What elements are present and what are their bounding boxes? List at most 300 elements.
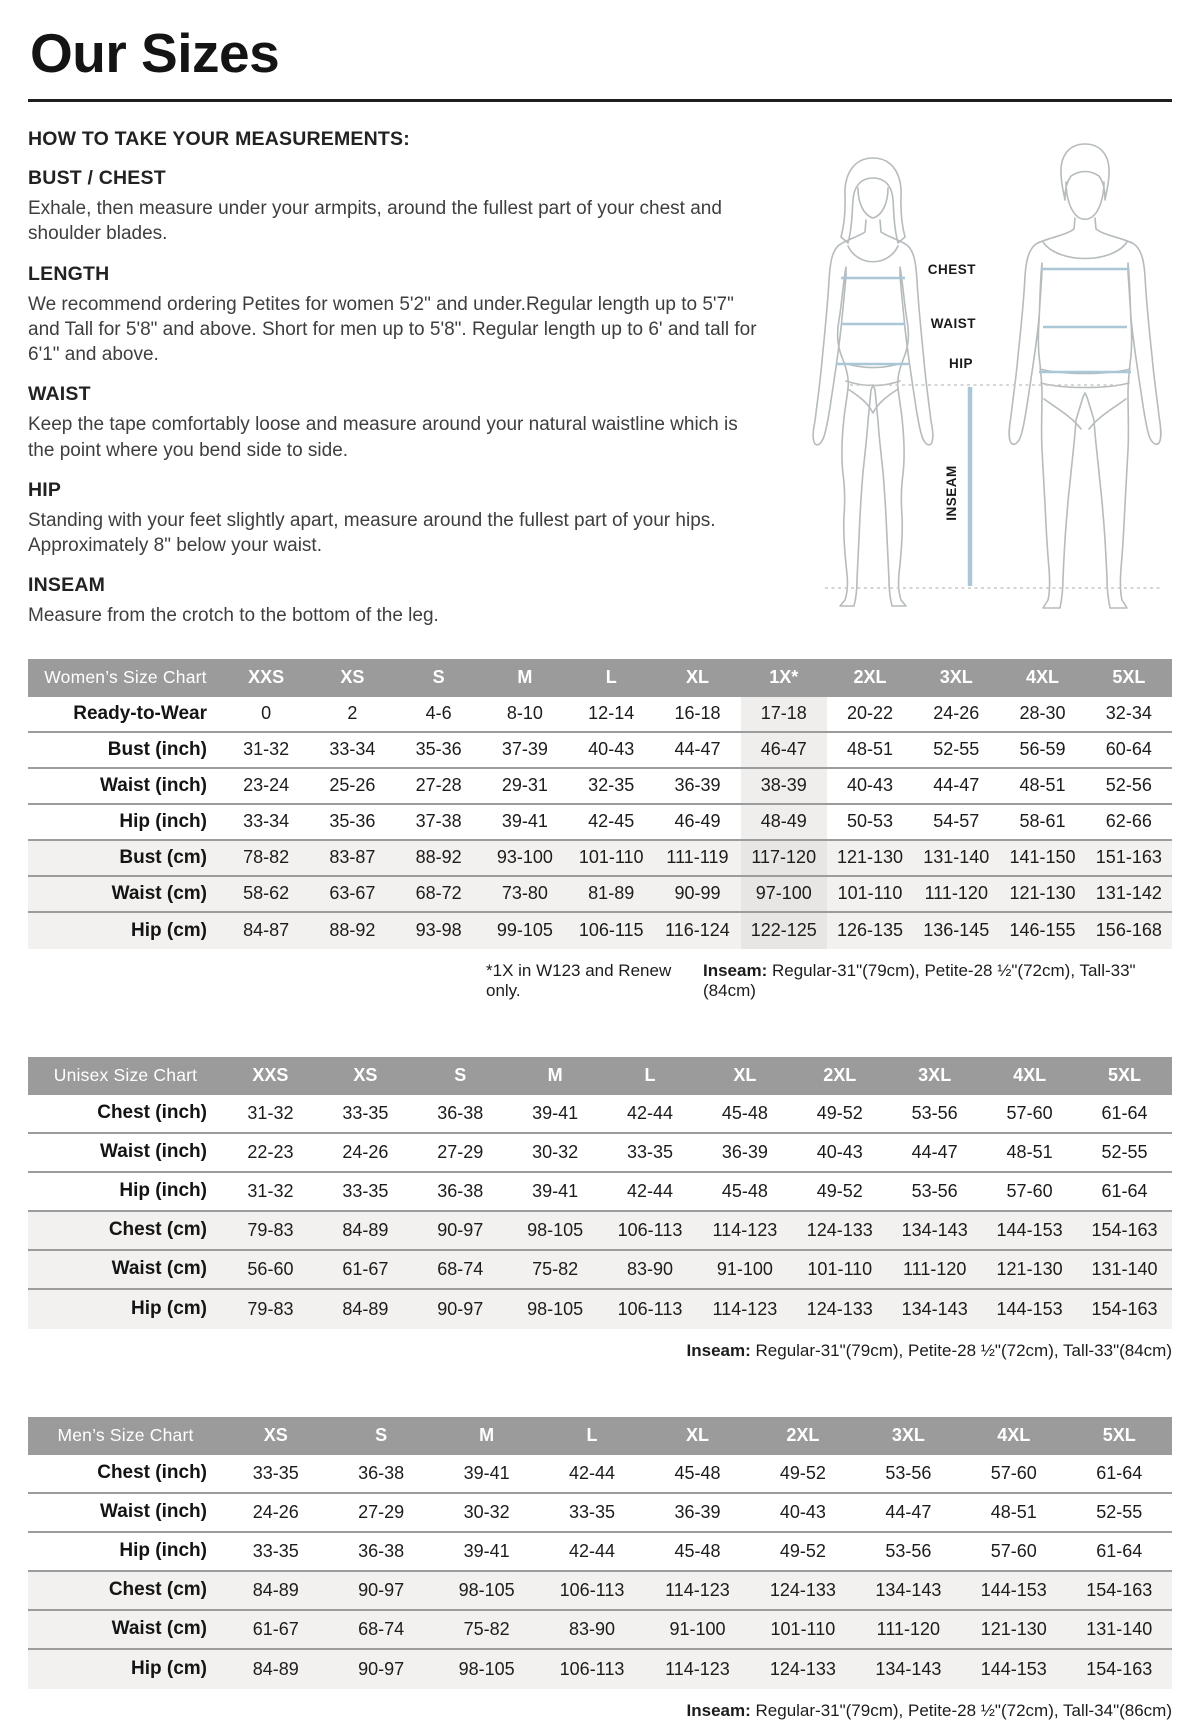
table-title: Women’s Size Chart bbox=[28, 659, 223, 697]
size-cell: 45-48 bbox=[697, 1095, 792, 1134]
column-header-xs: XS bbox=[223, 1417, 328, 1455]
size-cell: 45-48 bbox=[645, 1533, 750, 1572]
table-row bbox=[28, 1095, 1172, 1134]
size-cell: 81-89 bbox=[568, 877, 654, 913]
section-body: Keep the tape comfortably loose and measure around your natural waistline which is the point where you bend side to side. bbox=[28, 414, 738, 461]
footnote-inseam-unisex: Inseam: Regular-31"(79cm), Petite-28 ½"(72cm), Tall-33"(84cm) bbox=[686, 1340, 1172, 1360]
mens-size-chart-table bbox=[28, 1417, 1172, 1689]
size-cell: 121-130 bbox=[982, 1251, 1077, 1290]
size-cell: 40-43 bbox=[827, 769, 913, 805]
size-cell: 49-52 bbox=[750, 1455, 855, 1494]
table-title: Men’s Size Chart bbox=[28, 1417, 223, 1455]
size-cell: 134-143 bbox=[856, 1650, 961, 1689]
size-cell: 16-18 bbox=[654, 697, 740, 733]
size-cell: 61-67 bbox=[223, 1611, 328, 1650]
size-cell: 32-34 bbox=[1086, 697, 1172, 733]
size-cell: 62-66 bbox=[1086, 805, 1172, 841]
size-cell: 39-41 bbox=[434, 1455, 539, 1494]
column-header-3xl: 3XL bbox=[913, 659, 999, 697]
man-hair bbox=[1061, 144, 1109, 200]
size-cell: 68-72 bbox=[396, 877, 482, 913]
header-row bbox=[28, 659, 1172, 697]
size-cell: 114-123 bbox=[645, 1572, 750, 1611]
size-cell: 33-34 bbox=[223, 805, 309, 841]
column-header-xl: XL bbox=[654, 659, 740, 697]
column-header-xl: XL bbox=[697, 1057, 792, 1095]
row-label: Bust (inch) bbox=[28, 733, 223, 769]
size-cell: 42-44 bbox=[539, 1455, 644, 1494]
section-body: We recommend ordering Petites for women 5'2" and under.Regular length up to 5'7" and Tall for 5'8" and above. Short for men up to 5'8". Regular length up to 6' and tall for 6'1" and above. bbox=[28, 293, 757, 366]
column-header-l: L bbox=[603, 1057, 698, 1095]
size-cell: 79-83 bbox=[223, 1290, 318, 1329]
size-cell: 98-105 bbox=[508, 1290, 603, 1329]
size-cell: 90-97 bbox=[413, 1290, 508, 1329]
size-cell: 45-48 bbox=[697, 1173, 792, 1212]
row-label: Waist (inch) bbox=[28, 1134, 223, 1173]
size-cell: 124-133 bbox=[750, 1650, 855, 1689]
column-header-2xl: 2XL bbox=[792, 1057, 887, 1095]
column-header-4xl: 4XL bbox=[999, 659, 1085, 697]
size-cell: 114-123 bbox=[645, 1650, 750, 1689]
size-cell: 27-29 bbox=[328, 1494, 433, 1533]
page-title: Our Sizes bbox=[30, 22, 280, 84]
size-cell: 50-53 bbox=[827, 805, 913, 841]
size-cell: 90-97 bbox=[413, 1212, 508, 1251]
section-waist bbox=[28, 383, 768, 463]
size-cell: 83-87 bbox=[309, 841, 395, 877]
section-body: Standing with your feet slightly apart, measure around the fullest part of your hips. Approximately 8" below your waist. bbox=[28, 509, 716, 557]
woman-top-neckline bbox=[848, 246, 898, 262]
column-header-5xl: 5XL bbox=[1086, 659, 1172, 697]
size-cell: 29-31 bbox=[482, 769, 568, 805]
row-label: Waist (inch) bbox=[28, 1494, 223, 1533]
column-header-s: S bbox=[328, 1417, 433, 1455]
size-cell: 33-35 bbox=[223, 1455, 328, 1494]
size-cell: 144-153 bbox=[961, 1650, 1066, 1689]
row-label: Chest (cm) bbox=[28, 1572, 223, 1611]
unisex-size-chart-section bbox=[28, 1057, 1172, 1361]
man-face bbox=[1066, 182, 1104, 219]
table-row bbox=[28, 1533, 1172, 1572]
table-row bbox=[28, 805, 1172, 841]
column-header-s: S bbox=[396, 659, 482, 697]
column-header-xs: XS bbox=[318, 1057, 413, 1095]
size-cell: 93-98 bbox=[396, 913, 482, 949]
man-briefs bbox=[1041, 383, 1129, 429]
woman-briefs bbox=[846, 381, 900, 413]
size-cell: 36-38 bbox=[328, 1455, 433, 1494]
row-label: Waist (inch) bbox=[28, 769, 223, 805]
man-top-neckline bbox=[1043, 242, 1127, 259]
mens-footnotes bbox=[28, 1701, 1172, 1721]
section-heading: WAIST bbox=[28, 383, 91, 406]
size-cell: 20-22 bbox=[827, 697, 913, 733]
size-cell: 37-39 bbox=[482, 733, 568, 769]
size-cell: 154-163 bbox=[1077, 1290, 1172, 1329]
size-cell: 36-39 bbox=[654, 769, 740, 805]
size-cell: 106-113 bbox=[539, 1572, 644, 1611]
size-cell: 46-47 bbox=[741, 733, 827, 769]
size-cell: 40-43 bbox=[792, 1134, 887, 1173]
size-cell: 98-105 bbox=[434, 1650, 539, 1689]
size-cell: 144-153 bbox=[982, 1212, 1077, 1251]
column-header-l: L bbox=[539, 1417, 644, 1455]
row-label: Ready-to-Wear bbox=[28, 697, 223, 733]
section-inseam bbox=[28, 574, 768, 628]
size-cell: 57-60 bbox=[961, 1533, 1066, 1572]
column-header-5xl: 5XL bbox=[1077, 1057, 1172, 1095]
womens-size-chart-section bbox=[28, 659, 1172, 1001]
size-cell: 39-41 bbox=[508, 1173, 603, 1212]
size-cell: 131-140 bbox=[1067, 1611, 1173, 1650]
size-cell: 78-82 bbox=[223, 841, 309, 877]
size-cell: 44-47 bbox=[856, 1494, 961, 1533]
section-heading: BUST / CHEST bbox=[28, 167, 166, 189]
measurement-figure-illustration bbox=[788, 136, 1168, 614]
size-cell: 68-74 bbox=[413, 1251, 508, 1290]
size-cell: 134-143 bbox=[856, 1572, 961, 1611]
column-header-xl: XL bbox=[645, 1417, 750, 1455]
size-cell: 48-49 bbox=[741, 805, 827, 841]
section-heading: HIP bbox=[28, 478, 62, 501]
size-cell: 36-39 bbox=[697, 1134, 792, 1173]
size-cell: 88-92 bbox=[396, 841, 482, 877]
dashed-guides bbox=[825, 385, 1160, 588]
size-cell: 154-163 bbox=[1067, 1650, 1173, 1689]
size-cell: 40-43 bbox=[568, 733, 654, 769]
size-cell: 53-56 bbox=[856, 1455, 961, 1494]
size-cell: 36-38 bbox=[413, 1173, 508, 1212]
column-header-4xl: 4XL bbox=[961, 1417, 1066, 1455]
size-cell: 131-142 bbox=[1086, 877, 1172, 913]
table-row bbox=[28, 1212, 1172, 1251]
title-divider bbox=[28, 99, 1172, 102]
size-cell: 8-10 bbox=[482, 697, 568, 733]
size-cell: 44-47 bbox=[654, 733, 740, 769]
size-cell: 12-14 bbox=[568, 697, 654, 733]
size-cell: 27-28 bbox=[396, 769, 482, 805]
column-header-l: L bbox=[568, 659, 654, 697]
row-label: Bust (cm) bbox=[28, 841, 223, 877]
table-title: Unisex Size Chart bbox=[28, 1057, 223, 1095]
table-row bbox=[28, 1611, 1172, 1650]
size-cell: 126-135 bbox=[827, 913, 913, 949]
row-label: Hip (cm) bbox=[28, 1650, 223, 1689]
table-row bbox=[28, 1494, 1172, 1533]
size-cell: 114-123 bbox=[697, 1212, 792, 1251]
size-cell: 101-110 bbox=[750, 1611, 855, 1650]
section-body: Measure from the crotch to the bottom of the leg. bbox=[28, 605, 439, 627]
unisex-size-chart-table bbox=[28, 1057, 1172, 1329]
size-cell: 97-100 bbox=[741, 877, 827, 913]
size-cell: 24-26 bbox=[223, 1494, 328, 1533]
size-cell: 101-110 bbox=[792, 1251, 887, 1290]
size-cell: 134-143 bbox=[887, 1212, 982, 1251]
size-cell: 106-113 bbox=[539, 1650, 644, 1689]
size-cell: 146-155 bbox=[999, 913, 1085, 949]
size-cell: 124-133 bbox=[750, 1572, 855, 1611]
section-heading: INSEAM bbox=[28, 574, 106, 597]
table-row bbox=[28, 1650, 1172, 1689]
footnote-1x-note: *1X in W123 and Renew only. bbox=[486, 960, 672, 1000]
size-cell: 106-113 bbox=[603, 1212, 698, 1251]
size-cell: 63-67 bbox=[309, 877, 395, 913]
man-body bbox=[1009, 218, 1161, 608]
size-cell: 88-92 bbox=[309, 913, 395, 949]
column-header-s: S bbox=[413, 1057, 508, 1095]
size-cell: 52-55 bbox=[913, 733, 999, 769]
column-header-m: M bbox=[434, 1417, 539, 1455]
row-label: Hip (cm) bbox=[28, 913, 223, 949]
size-cell: 134-143 bbox=[887, 1290, 982, 1329]
section-body: Exhale, then measure under your armpits, around the fullest part of your chest and shoulder blades. bbox=[28, 198, 722, 245]
woman-hair bbox=[841, 158, 905, 243]
size-cell: 90-97 bbox=[328, 1650, 433, 1689]
size-cell: 35-36 bbox=[396, 733, 482, 769]
size-cell: 101-110 bbox=[827, 877, 913, 913]
size-cell: 36-38 bbox=[328, 1533, 433, 1572]
mens-size-chart-section bbox=[28, 1417, 1172, 1721]
size-cell: 53-56 bbox=[887, 1173, 982, 1212]
size-cell: 99-105 bbox=[482, 913, 568, 949]
column-header-xxs: XXS bbox=[223, 659, 309, 697]
size-cell: 22-23 bbox=[223, 1134, 318, 1173]
howto-heading: HOW TO TAKE YOUR MEASUREMENTS: bbox=[28, 128, 410, 150]
size-cell: 83-90 bbox=[539, 1611, 644, 1650]
size-cell: 30-32 bbox=[434, 1494, 539, 1533]
size-cell: 84-89 bbox=[318, 1290, 413, 1329]
size-cell: 122-125 bbox=[741, 913, 827, 949]
column-header-xxs: XXS bbox=[223, 1057, 318, 1095]
size-cell: 121-130 bbox=[827, 841, 913, 877]
size-cell: 52-56 bbox=[1086, 769, 1172, 805]
row-label: Chest (cm) bbox=[28, 1212, 223, 1251]
footnote-inseam-mens: Inseam: Regular-31"(79cm), Petite-28 ½"(72cm), Tall-34"(86cm) bbox=[686, 1700, 1172, 1720]
size-cell: 42-45 bbox=[568, 805, 654, 841]
size-cell: 54-57 bbox=[913, 805, 999, 841]
size-cell: 106-115 bbox=[568, 913, 654, 949]
inseam-label: INSEAM bbox=[944, 465, 959, 521]
size-cell: 75-82 bbox=[434, 1611, 539, 1650]
table-row bbox=[28, 841, 1172, 877]
column-header-xs: XS bbox=[309, 659, 395, 697]
size-cell: 58-62 bbox=[223, 877, 309, 913]
size-cell: 31-32 bbox=[223, 1095, 318, 1134]
size-cell: 52-55 bbox=[1077, 1134, 1172, 1173]
size-cell: 111-120 bbox=[913, 877, 999, 913]
size-cell: 33-35 bbox=[318, 1095, 413, 1134]
size-cell: 93-100 bbox=[482, 841, 568, 877]
measurement-lines bbox=[836, 269, 1131, 586]
size-cell: 156-168 bbox=[1086, 913, 1172, 949]
size-cell: 84-89 bbox=[223, 1572, 328, 1611]
size-cell: 32-35 bbox=[568, 769, 654, 805]
row-label: Hip (inch) bbox=[28, 1533, 223, 1572]
row-label: Chest (inch) bbox=[28, 1455, 223, 1494]
table-row bbox=[28, 697, 1172, 733]
column-header-3xl: 3XL bbox=[887, 1057, 982, 1095]
size-cell: 84-89 bbox=[223, 1650, 328, 1689]
size-cell: 42-44 bbox=[603, 1173, 698, 1212]
size-cell: 39-41 bbox=[482, 805, 568, 841]
size-cell: 33-35 bbox=[223, 1533, 328, 1572]
table-row bbox=[28, 1173, 1172, 1212]
size-cell: 114-123 bbox=[697, 1290, 792, 1329]
size-cell: 141-150 bbox=[999, 841, 1085, 877]
table-row bbox=[28, 769, 1172, 805]
size-cell: 49-52 bbox=[750, 1533, 855, 1572]
size-cell: 53-56 bbox=[856, 1533, 961, 1572]
size-cell: 40-43 bbox=[750, 1494, 855, 1533]
size-cell: 61-64 bbox=[1067, 1533, 1173, 1572]
size-cell: 151-163 bbox=[1086, 841, 1172, 877]
figure-outlines bbox=[813, 144, 1161, 608]
unisex-footnotes bbox=[28, 1341, 1172, 1361]
size-cell: 25-26 bbox=[309, 769, 395, 805]
table-row bbox=[28, 1251, 1172, 1290]
womens-footnotes bbox=[28, 961, 1172, 1001]
size-cell: 57-60 bbox=[982, 1173, 1077, 1212]
table-row bbox=[28, 1572, 1172, 1611]
column-header-m: M bbox=[508, 1057, 603, 1095]
size-cell: 33-35 bbox=[539, 1494, 644, 1533]
size-cell: 31-32 bbox=[223, 1173, 318, 1212]
size-cell: 38-39 bbox=[741, 769, 827, 805]
size-cell: 45-48 bbox=[645, 1455, 750, 1494]
size-cell: 56-60 bbox=[223, 1251, 318, 1290]
size-cell: 56-59 bbox=[999, 733, 1085, 769]
row-label: Waist (cm) bbox=[28, 1251, 223, 1290]
size-cell: 131-140 bbox=[1077, 1251, 1172, 1290]
size-cell: 44-47 bbox=[887, 1134, 982, 1173]
header-row bbox=[28, 1417, 1172, 1455]
size-cell: 101-110 bbox=[568, 841, 654, 877]
size-cell: 42-44 bbox=[603, 1095, 698, 1134]
size-cell: 124-133 bbox=[792, 1212, 887, 1251]
size-cell: 4-6 bbox=[396, 697, 482, 733]
size-cell: 98-105 bbox=[434, 1572, 539, 1611]
size-cell: 154-163 bbox=[1067, 1572, 1173, 1611]
table-row bbox=[28, 1455, 1172, 1494]
size-cell: 48-51 bbox=[999, 769, 1085, 805]
size-cell: 37-38 bbox=[396, 805, 482, 841]
section-bust-chest bbox=[28, 167, 768, 247]
row-label: Waist (cm) bbox=[28, 1611, 223, 1650]
column-header-2xl: 2XL bbox=[750, 1417, 855, 1455]
size-cell: 121-130 bbox=[999, 877, 1085, 913]
size-cell: 24-26 bbox=[913, 697, 999, 733]
size-cell: 91-100 bbox=[645, 1611, 750, 1650]
size-cell: 57-60 bbox=[961, 1455, 1066, 1494]
size-cell: 57-60 bbox=[982, 1095, 1077, 1134]
size-cell: 121-130 bbox=[961, 1611, 1066, 1650]
size-cell: 106-113 bbox=[603, 1290, 698, 1329]
size-cell: 44-47 bbox=[913, 769, 999, 805]
size-cell: 131-140 bbox=[913, 841, 999, 877]
section-length bbox=[28, 263, 768, 368]
size-cell: 30-32 bbox=[508, 1134, 603, 1173]
size-cell: 48-51 bbox=[982, 1134, 1077, 1173]
size-cell: 61-64 bbox=[1077, 1173, 1172, 1212]
size-cell: 60-64 bbox=[1086, 733, 1172, 769]
size-cell: 17-18 bbox=[741, 697, 827, 733]
table-row bbox=[28, 1290, 1172, 1329]
size-cell: 24-26 bbox=[318, 1134, 413, 1173]
row-label: Hip (inch) bbox=[28, 1173, 223, 1212]
table-row bbox=[28, 733, 1172, 769]
header-row bbox=[28, 1057, 1172, 1095]
column-header-5xl: 5XL bbox=[1067, 1417, 1173, 1455]
size-cell: 2 bbox=[309, 697, 395, 733]
size-cell: 39-41 bbox=[434, 1533, 539, 1572]
size-cell: 111-120 bbox=[856, 1611, 961, 1650]
size-cell: 84-87 bbox=[223, 913, 309, 949]
size-cell: 61-64 bbox=[1067, 1455, 1173, 1494]
size-cell: 83-90 bbox=[603, 1251, 698, 1290]
size-cell: 117-120 bbox=[741, 841, 827, 877]
size-cell: 136-145 bbox=[913, 913, 999, 949]
size-cell: 79-83 bbox=[223, 1212, 318, 1251]
size-cell: 58-61 bbox=[999, 805, 1085, 841]
column-header-4xl: 4XL bbox=[982, 1057, 1077, 1095]
size-cell: 84-89 bbox=[318, 1212, 413, 1251]
size-cell: 23-24 bbox=[223, 769, 309, 805]
section-hip bbox=[28, 479, 768, 559]
size-cell: 33-35 bbox=[318, 1173, 413, 1212]
size-cell: 98-105 bbox=[508, 1212, 603, 1251]
size-cell: 33-35 bbox=[603, 1134, 698, 1173]
chest-label: CHEST bbox=[927, 262, 976, 277]
column-header-1x: 1X* bbox=[741, 659, 827, 697]
waist-label: WAIST bbox=[930, 316, 976, 331]
size-cell: 61-64 bbox=[1077, 1095, 1172, 1134]
size-cell: 27-29 bbox=[413, 1134, 508, 1173]
size-cell: 39-41 bbox=[508, 1095, 603, 1134]
size-cell: 52-55 bbox=[1067, 1494, 1173, 1533]
size-cell: 124-133 bbox=[792, 1290, 887, 1329]
row-label: Chest (inch) bbox=[28, 1095, 223, 1134]
hip-label: HIP bbox=[948, 356, 973, 371]
size-cell: 0 bbox=[223, 697, 309, 733]
size-cell: 144-153 bbox=[961, 1572, 1066, 1611]
size-cell: 111-119 bbox=[654, 841, 740, 877]
footnote-inseam-womens: Inseam: Regular-31"(79cm), Petite-28 ½"(72cm), Tall-33"(84cm) bbox=[703, 960, 1136, 1000]
size-cell: 73-80 bbox=[482, 877, 568, 913]
woman-face bbox=[858, 188, 888, 218]
section-heading: LENGTH bbox=[28, 262, 110, 285]
size-cell: 111-120 bbox=[887, 1251, 982, 1290]
size-cell: 42-44 bbox=[539, 1533, 644, 1572]
table-row bbox=[28, 1134, 1172, 1173]
size-cell: 28-30 bbox=[999, 697, 1085, 733]
size-cell: 36-38 bbox=[413, 1095, 508, 1134]
size-cell: 90-99 bbox=[654, 877, 740, 913]
column-header-3xl: 3XL bbox=[856, 1417, 961, 1455]
size-cell: 33-34 bbox=[309, 733, 395, 769]
size-cell: 46-49 bbox=[654, 805, 740, 841]
size-cell: 35-36 bbox=[309, 805, 395, 841]
size-cell: 68-74 bbox=[328, 1611, 433, 1650]
size-cell: 91-100 bbox=[697, 1251, 792, 1290]
row-label: Hip (cm) bbox=[28, 1290, 223, 1329]
size-cell: 90-97 bbox=[328, 1572, 433, 1611]
column-header-m: M bbox=[482, 659, 568, 697]
size-cell: 75-82 bbox=[508, 1251, 603, 1290]
table-row bbox=[28, 913, 1172, 949]
size-cell: 48-51 bbox=[827, 733, 913, 769]
size-cell: 31-32 bbox=[223, 733, 309, 769]
size-cell: 49-52 bbox=[792, 1095, 887, 1134]
